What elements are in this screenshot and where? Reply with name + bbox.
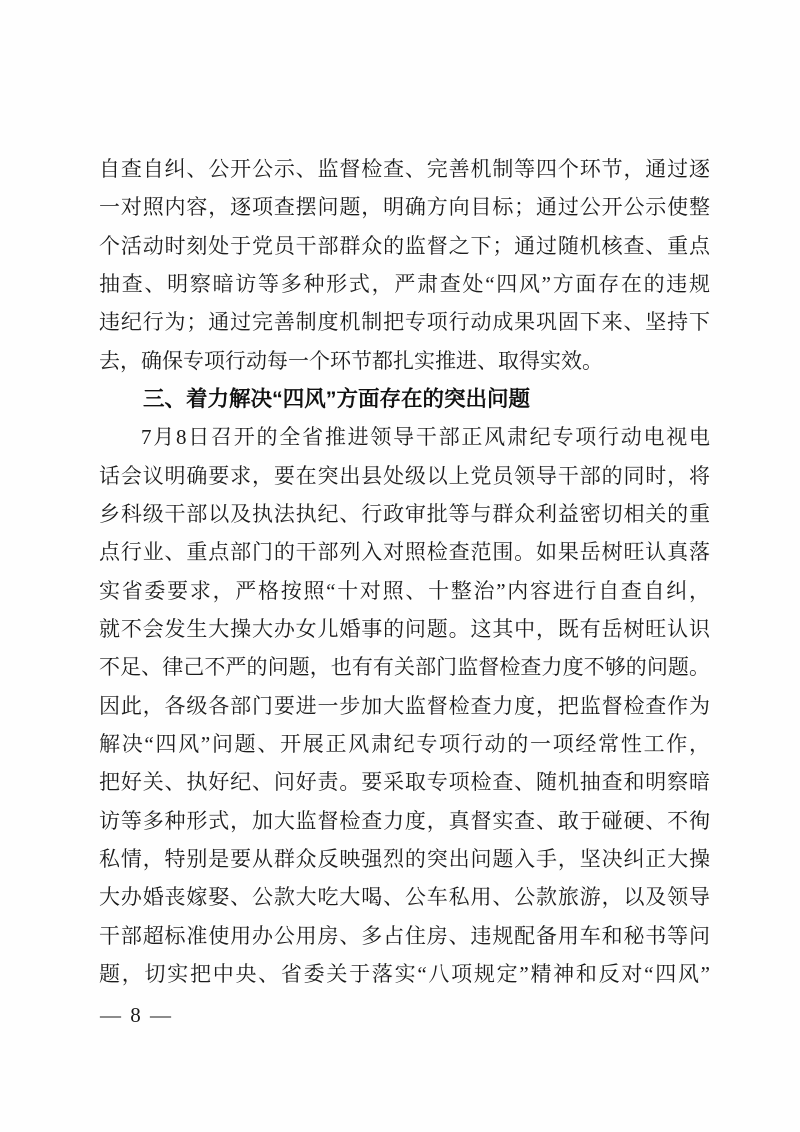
section-heading: 三、着力解决“四风”方面存在的突出问题 bbox=[143, 386, 531, 411]
text-line: 7月8日召开的全省推进领导干部正风肃纪专项行动电视电 bbox=[141, 425, 710, 450]
text-line: 去，确保专项行动每一个环节都扎实推进、取得实效。 bbox=[99, 348, 603, 373]
text-line: 访等多种形式，加大监督检查力度，真督实查、敢于碰硬、不徇 bbox=[99, 808, 710, 833]
text-line: 实省委要求，严格按照“十对照、十整治”内容进行自查自纠， bbox=[99, 578, 710, 603]
page-number: — 8 — bbox=[100, 1003, 173, 1027]
document-body bbox=[99, 150, 710, 993]
text-line: 干部超标准使用办公用房、多占住房、违规配备用车和秘书等问 bbox=[99, 923, 710, 948]
text-line: 自查自纠、公开公示、监督检查、完善机制等四个环节，通过逐 bbox=[99, 157, 710, 181]
text-line: 把好关、执好纪、问好责。要采取专项检查、随机抽查和明察暗 bbox=[99, 770, 710, 795]
text-line: 大办婚丧嫁娶、公款大吃大喝、公车私用、公款旅游，以及领导 bbox=[99, 885, 710, 910]
text-line: 题，切实把中央、省委关于落实“八项规定”精神和反对“四风” bbox=[99, 961, 710, 986]
text-line: 就不会发生大操大办女儿婚事的问题。这其中，既有岳树旺认识 bbox=[99, 616, 710, 641]
text-line: 违纪行为；通过完善制度机制把专项行动成果巩固下来、坚持下 bbox=[99, 310, 710, 335]
text-line: 乡科级干部以及执法执纪、行政审批等与群众利益密切相关的重 bbox=[99, 501, 710, 526]
text-line: 点行业、重点部门的干部列入对照检查范围。如果岳树旺认真落 bbox=[99, 540, 710, 565]
text-line: 不足、律己不严的问题，也有有关部门监督检查力度不够的问题。 bbox=[99, 655, 710, 680]
text-line: 一对照内容，逐项查摆问题，明确方向目标；通过公开公示使整 bbox=[99, 195, 710, 220]
text-line: 解决“四风”问题、开展正风肃纪专项行动的一项经常性工作， bbox=[99, 731, 710, 756]
text-line: 抽查、明察暗访等多种形式，严肃查处“四风”方面存在的违规 bbox=[99, 271, 710, 296]
text-line: 个活动时刻处于党员干部群众的监督之下；通过随机核查、重点 bbox=[99, 233, 710, 258]
text-line: 话会议明确要求，要在突出县处级以上党员领导干部的同时，将 bbox=[99, 463, 710, 488]
text-line: 私情，特别是要从群众反映强烈的突出问题入手，坚决纠正大操 bbox=[99, 846, 710, 871]
text-line: 因此，各级各部门要进一步加大监督检查力度，把监督检查作为 bbox=[99, 693, 710, 718]
